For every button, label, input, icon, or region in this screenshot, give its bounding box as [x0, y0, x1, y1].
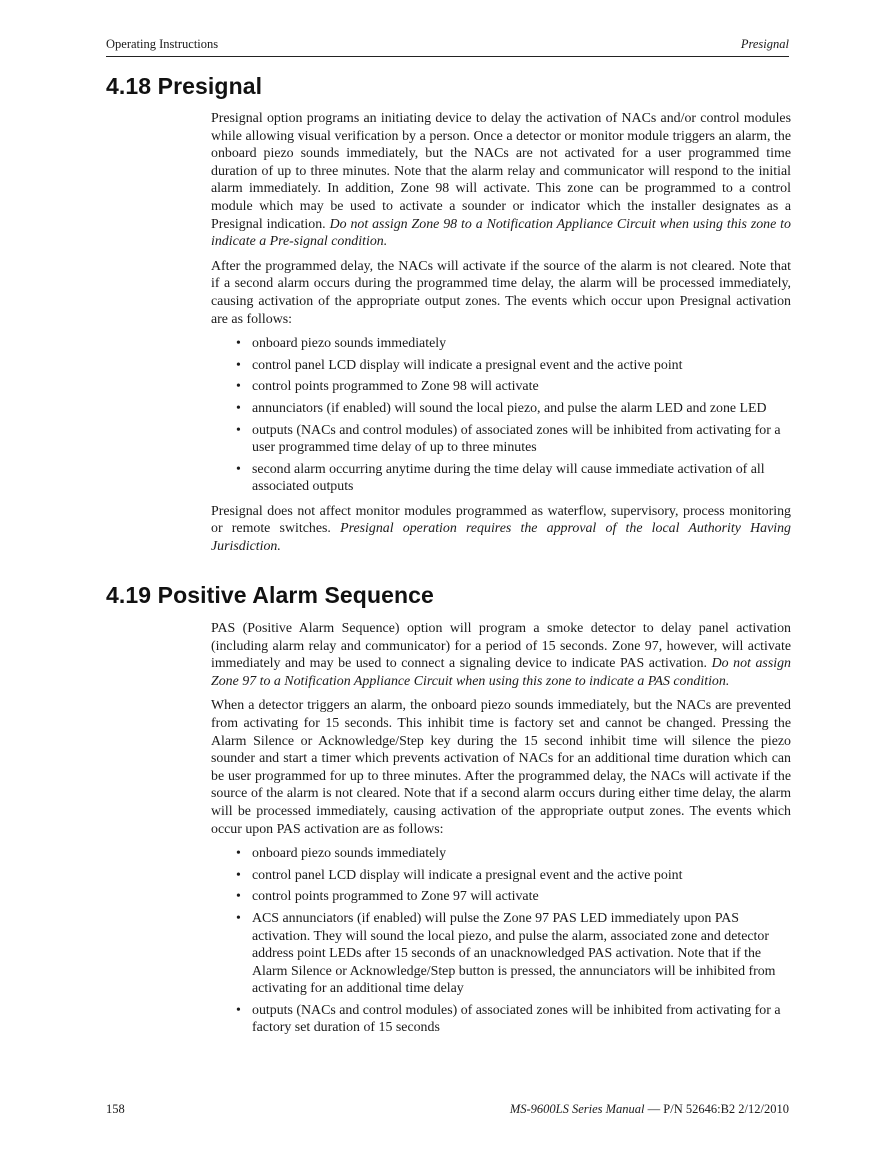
list-item: • control panel LCD display will indicate a presignal event and the active point [211, 357, 791, 375]
section-heading-presignal: 4.18 Presignal [106, 73, 263, 99]
list-item: • annunciators (if enabled) will sound the local piezo, and pulse the alarm LED and zone LED [211, 400, 791, 418]
list-item: • onboard piezo sounds immediately [211, 845, 791, 863]
list-item: • ACS annunciators (if enabled) will pulse the Zone 97 PAS LED immediately upon PAS activation. They will sound the local piezo, and pulse the alarm, associated zone and detector address point LEDs after 15 seconds of an unacknowledged PAS activation. Note that if the Alarm Silence or Acknowledge/Step button is pressed, the annunciators will be inhibited from activating for an additional time delay [211, 910, 791, 998]
warning-note: Do not assign Zone 98 to a Notification Appliance Circuit when using this zone to indicate a Pre-signal condition. [211, 216, 791, 250]
paragraph [211, 620, 791, 690]
section-heading-pas: 4.19 Positive Alarm Sequence [106, 582, 434, 608]
page-header [106, 37, 789, 57]
paragraph-text: PAS (Positive Alarm Sequence) option will program a smoke detector to delay panel activation (including alarm relay and communicator) for a period of 15 seconds. Zone 97, however, will activate immediately and may be used to connect a signaling device to indicate PAS activation. [211, 621, 791, 672]
header-section-title: Presignal [740, 37, 789, 51]
paragraph [211, 110, 791, 251]
paragraph: After the programmed delay, the NACs will activate if the source of the alarm is not cleared. Note that if a second alarm occurs during the programmed time delay, the alarm will be processed immediately, causing activation of the appropriate output zones. The events which occur upon Presignal activation are as follows: [211, 258, 791, 327]
list-item: • control panel LCD display will indicate a presignal event and the active point [211, 867, 791, 885]
warning-note: Presignal operation requires the approval of the local Authority Having Jurisdiction. [211, 521, 791, 555]
list-item: • outputs (NACs and control modules) of associated zones will be inhibited from activating for a user programmed time delay of up to three minutes [211, 422, 791, 457]
warning-note: Do not assign Zone 97 to a Notification Appliance Circuit when using this zone to indicate a PAS condition. [211, 656, 791, 689]
list-item: • outputs (NACs and control modules) of associated zones will be inhibited from activating for a factory set duration of 15 seconds [211, 1002, 791, 1037]
paragraph-text: Presignal option programs an initiating device to delay the activation of NACs and/or control modules while allowing visual verification by a person. Once a detector or monitor module triggers an alarm, the onboard piezo sounds immediately, but the NACs are not activated for a user programmed time duration of up to three minutes. Note that the alarm relay and communicator will respond to the initial alarm immediately. In addition, Zone 98 will activate. This zone can be programmed to a control module which may be used to activate a sounder or indicator which the installer designates as a Presignal indication. [211, 111, 791, 232]
page-number: 158 [106, 1102, 125, 1116]
bullet-list [211, 335, 791, 496]
list-item: • second alarm occurring anytime during the time delay will cause immediate activation of all associated outputs [211, 461, 791, 496]
section-body-pas [211, 620, 791, 1044]
list-item: • control points programmed to Zone 98 will activate [211, 378, 791, 396]
paragraph: When a detector triggers an alarm, the onboard piezo sounds immediately, but the NACs are prevented from activating for 15 seconds. This inhibit time is factory set and cannot be changed. Pressing the Alarm Silence or Acknowledge/Step key during the 15 second inhibit time will silence the piezo sounder and start a timer which prevents activation of NACs for an additional time duration which can be user programmed for up to three minutes. After the programmed delay, the NACs will activate if the source of the alarm is not cleared. Note that if a second alarm occurs during either time delay, the alarm will be processed immediately, causing activation of the appropriate output zones. The events which occur upon PAS activation are as follows: [211, 698, 791, 837]
paragraph-text: Presignal does not affect monitor modules programmed as waterflow, supervisory, process monitoring or remote switches. [211, 503, 791, 537]
bullet-list [211, 845, 791, 1037]
header-chapter-title: Operating Instructions [106, 37, 219, 51]
section-body-presignal [211, 110, 791, 563]
paragraph [211, 503, 791, 556]
manual-title: MS-9600LS Series Manual [509, 1102, 645, 1116]
manual-reference [510, 1102, 789, 1117]
list-item: • onboard piezo sounds immediately [211, 335, 791, 353]
part-number: — P/N 52646:B2 2/12/2010 [644, 1102, 789, 1116]
list-item: • control points programmed to Zone 97 will activate [211, 888, 791, 906]
